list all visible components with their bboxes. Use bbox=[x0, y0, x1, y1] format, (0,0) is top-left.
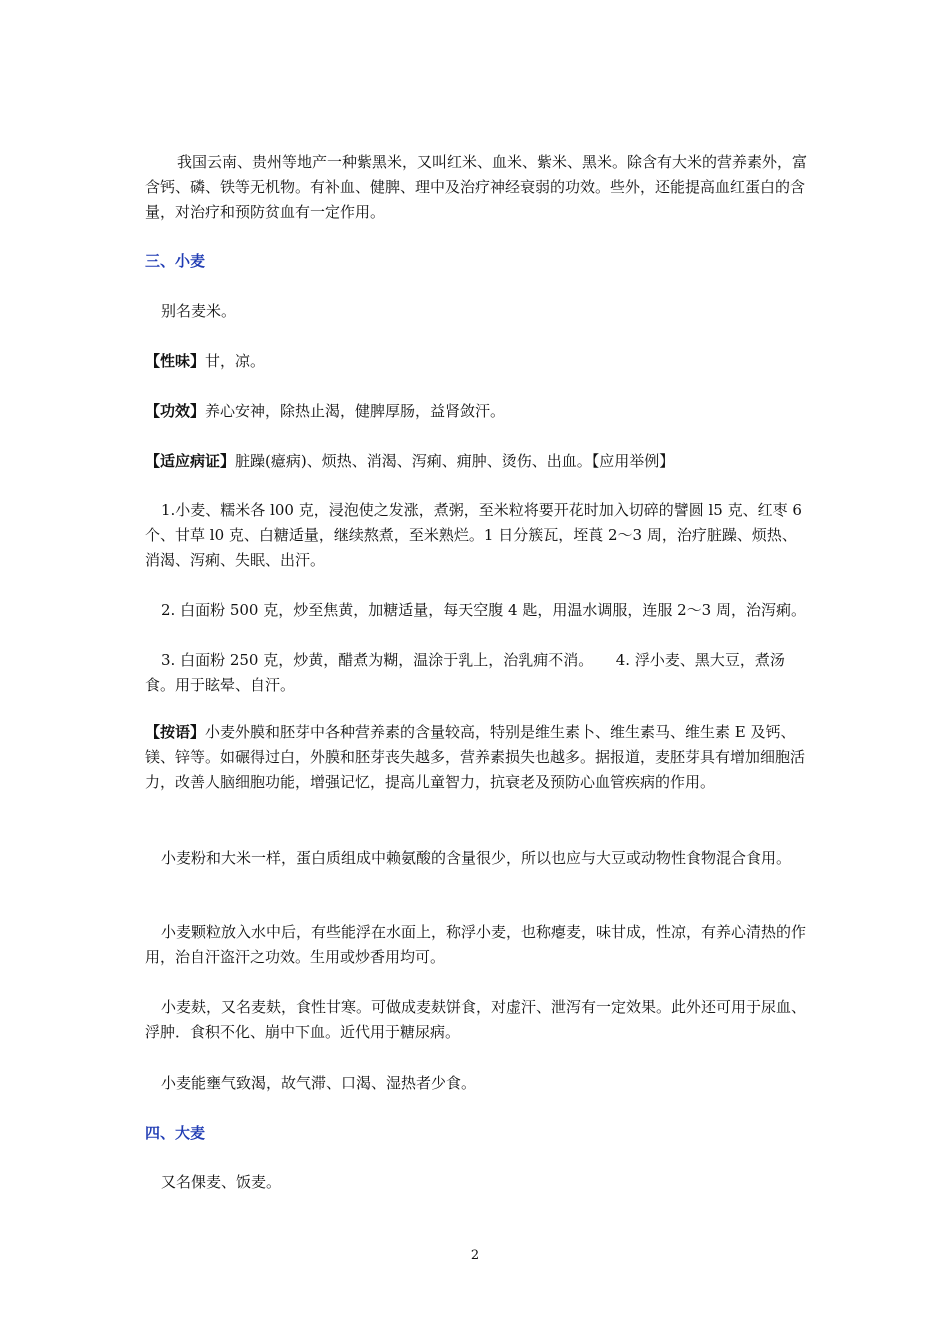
note-text: 小麦外膜和胚芽中各种营养素的含量较高，特别是维生素卜、维生素马、维生素 E 及钙、镁、锌等。如碾得过白，外膜和胚芽丧失越多，营养素损失也越多。据报道，麦胚芽具有增加细胞活力，改善人脑细胞功能，增强记忆，提高儿童智力，抗衰老及预防心血管疾病的作用。 bbox=[145, 723, 806, 791]
floating-wheat-paragraph: 小麦颗粒放入水中后，有些能浮在水面上，称浮小麦，也称瘪麦，味甘成，性凉，有养心清热的作用，治自汗盗汗之功效。生用或炒香用均可。 bbox=[145, 923, 807, 966]
example-2: 2. 白面粉 500 克，炒至焦黄，加糖适量，每天空腹 4 匙，用温水调服，连服 2～3 周，治泻痢。 bbox=[161, 601, 806, 619]
property-effect bbox=[145, 399, 810, 424]
property-indication bbox=[145, 449, 810, 474]
property-taste-label: 【性味】 bbox=[145, 352, 206, 370]
barley-alias: 又名倮麦、饭麦。 bbox=[161, 1173, 282, 1191]
note-label: 【按语】 bbox=[145, 723, 206, 741]
property-indication-label: 【适应病证】 bbox=[145, 452, 236, 470]
section-heading-barley: 四、大麦 bbox=[145, 1124, 206, 1142]
property-effect-label: 【功效】 bbox=[145, 402, 206, 420]
example-3-4: 3. 白面粉 250 克，炒黄，醋煮为糊，温涂于乳上，治乳痈不消。 4. 浮小麦、黑大豆，煮汤食。用于眩晕、自汗。 bbox=[145, 651, 785, 694]
flour-paragraph: 小麦粉和大米一样，蛋白质组成中赖氨酸的含量很少，所以也应与大豆或动物性食物混合食用。 bbox=[161, 849, 792, 867]
bran-paragraph: 小麦麸，又名麦麸，食性甘寒。可做成麦麸饼食，对虚汗、泄泻有一定效果。此外还可用于尿血、浮肿．食积不化、崩中下血。近代用于糖尿病。 bbox=[145, 998, 807, 1041]
wheat-alias: 别名麦米。 bbox=[161, 302, 237, 320]
property-taste-text: 甘，凉。 bbox=[205, 352, 266, 370]
caution-paragraph: 小麦能壅气致渴，故气滞、口渴、湿热者少食。 bbox=[161, 1074, 477, 1092]
property-taste bbox=[145, 349, 810, 374]
page-number: 2 bbox=[470, 1248, 480, 1263]
note-paragraph bbox=[145, 720, 810, 795]
intro-paragraph: 我国云南、贵州等地产一种紫黑米，又叫红米、血米、紫米、黑米。除含有大米的营养素外，富含钙、磷、铁等无机物。有补血、健脾、理中及治疗神经衰弱的功效。些外，还能提高血红蛋白的含量，对治疗和预防贫血有一定作用。 bbox=[145, 153, 808, 221]
section-heading-wheat: 三、小麦 bbox=[145, 252, 206, 270]
property-indication-text: 脏躁(癔病)、烦热、消渴、泻痢、痈肿、烫伤、出血。【应用举例】 bbox=[235, 452, 675, 470]
example-1: 1.小麦、糯米各 l00 克，浸泡使之发涨，煮粥，至米粒将要开花时加入切碎的譬圆 l5 克、红枣 6 个、甘草 l0 克、白糖适量，继续熬煮，至米熟烂。1 日分簇瓦，垤莨 2～3 周，治疗脏躁、烦热、消渴、泻痢、失眠、出汗。 bbox=[145, 501, 802, 569]
property-effect-text: 养心安神，除热止渴，健脾厚肠，益肾敛汗。 bbox=[205, 402, 506, 420]
